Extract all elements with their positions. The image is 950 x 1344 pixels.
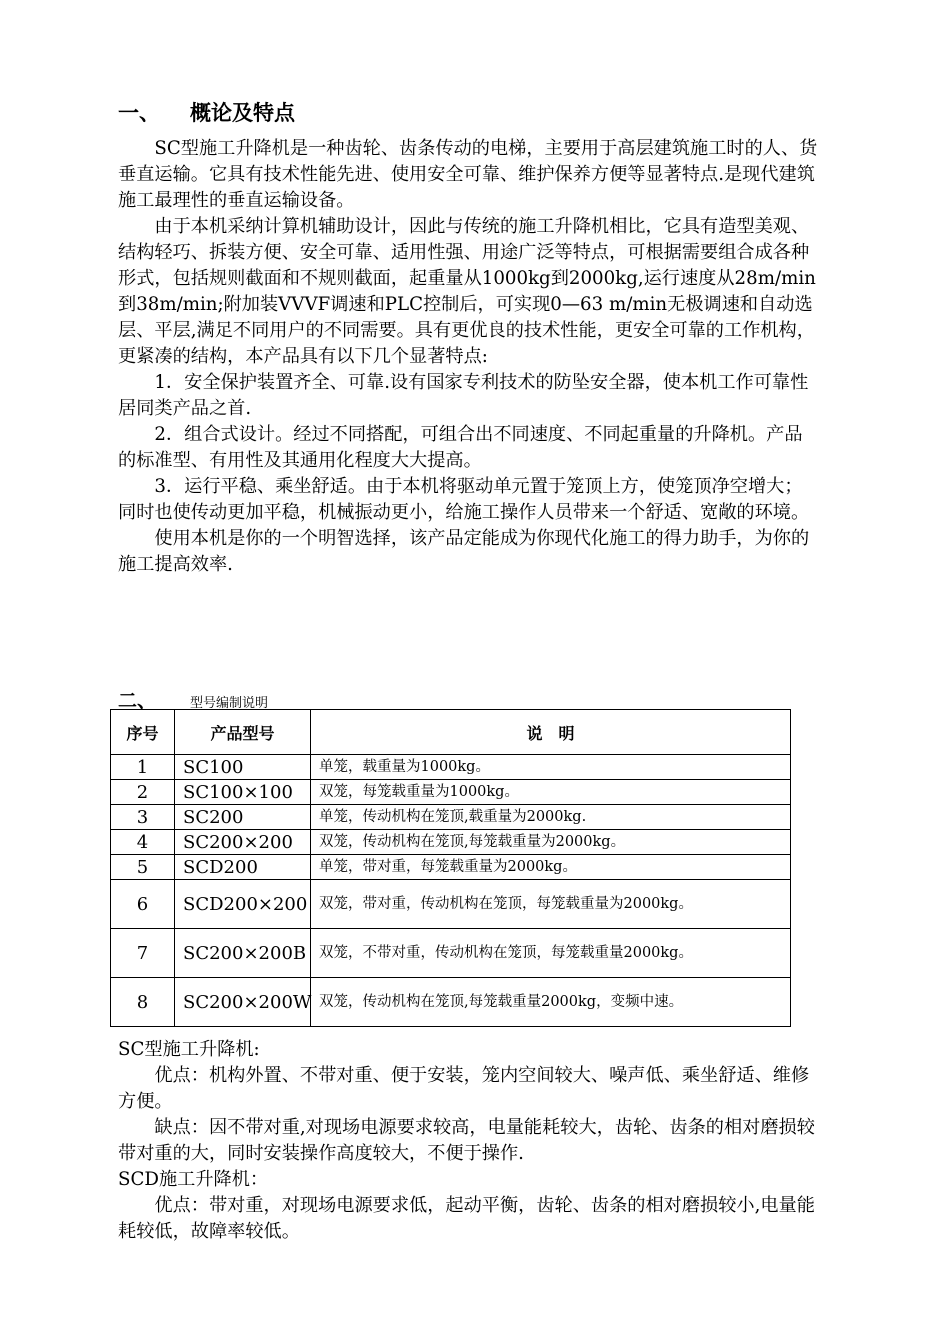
row-index: 5 [111, 855, 175, 880]
row-model: SC200×200B [175, 929, 311, 978]
section1-body [118, 136, 818, 578]
row-index: 3 [111, 805, 175, 830]
row-description: 单笼，传动机构在笼顶,载重量为2000kg. [311, 805, 791, 830]
model-table [110, 709, 791, 1027]
row-description: 双笼，传动机构在笼顶,每笼载重量为2000kg。 [311, 830, 791, 855]
table-row [111, 978, 791, 1027]
scd-pros: 优点：带对重，对现场电源要求低，起动平衡，齿轮、齿条的相对磨损较小,电量能耗较低，故障率较低。 [118, 1195, 815, 1242]
row-description: 单笼，载重量为1000kg。 [311, 755, 791, 780]
table-row [111, 780, 791, 805]
comparison-section [118, 1037, 818, 1245]
row-index: 6 [111, 880, 175, 929]
intro-paragraph: SC型施工升降机是一种齿轮、齿条传动的电梯，主要用于高层建筑施工时的人、货垂直运输。它具有技术性能先进、使用安全可靠、维护保养方便等显著特点.是现代建筑施工最理性的垂直运输设备。 [118, 138, 818, 211]
row-model: SCD200×200 [175, 880, 311, 929]
table-row [111, 855, 791, 880]
table-row [111, 880, 791, 929]
row-model: SC100×100 [175, 780, 311, 805]
sc-cons: 缺点：因不带对重,对现场电源要求较高，电量能耗较大，齿轮、齿条的相对磨损较带对重的大，同时安装操作高度较大，不便于操作. [118, 1117, 815, 1164]
row-description: 双笼，不带对重，传动机构在笼顶，每笼载重量2000kg。 [311, 929, 791, 978]
section1-title: 概论及特点 [190, 101, 295, 125]
row-description: 双笼，带对重，传动机构在笼顶，每笼载重量为2000kg。 [311, 880, 791, 929]
section2-title: 型号编制说明 [190, 696, 269, 711]
feature-1-paragraph: 1．安全保护装置齐全、可靠.设有国家专利技术的防坠安全器，使本机工作可靠性居同类产品之首. [118, 372, 809, 419]
row-index: 2 [111, 780, 175, 805]
scd-title: SCD施工升降机： [118, 1169, 269, 1190]
section2-number: 二、 [118, 690, 157, 712]
feature-3-paragraph: 3．运行平稳、乘坐舒适。由于本机将驱动单元置于笼顶上方，使笼顶净空增大；同时也使传动更加平稳，机械振动更小，给施工操作人员带来一个舒适、宽敞的环境。 [118, 476, 810, 523]
table-row [111, 805, 791, 830]
table-row [111, 755, 791, 780]
section1-number: 一、 [118, 101, 160, 125]
row-model: SCD200 [175, 855, 311, 880]
table-header-row [111, 710, 791, 755]
sc-pros: 优点：机构外置、不带对重、便于安装，笼内空间较大、噪声低、乘坐舒适、维修方便。 [118, 1065, 810, 1112]
section1-heading [118, 98, 295, 128]
header-model: 产品型号 [175, 710, 311, 755]
row-index: 4 [111, 830, 175, 855]
row-model: SC200×200W [175, 978, 311, 1027]
row-index: 1 [111, 755, 175, 780]
row-description: 双笼，传动机构在笼顶,每笼载重量2000kg，变频中速。 [311, 978, 791, 1027]
design-paragraph: 由于本机采纳计算机辅助设计，因此与传统的施工升降机相比，它具有造型美观、结构轻巧、拆装方便、安全可靠、适用性强、用途广泛等特点，可根据需要组合成各种形式，包括规则截面和不规则截面，起重量从1000kg到2000kg,运行速度从28m/min到38m/min;附加装VVVF调速和PLC控制后，可实现0—63 m/min无极调速和自动选层、平层,满足不同用户的不同需要。具有更优良的技术性能，更安全可靠的工作机构，更紧凑的结构，本产品具有以下几个显著特点: [118, 216, 816, 367]
row-description: 双笼，每笼载重量为1000kg。 [311, 780, 791, 805]
table-row [111, 929, 791, 978]
header-description: 说 明 [311, 710, 791, 755]
row-model: SC200 [175, 805, 311, 830]
row-model: SC100 [175, 755, 311, 780]
row-index: 7 [111, 929, 175, 978]
table-row [111, 830, 791, 855]
header-index: 序号 [111, 710, 175, 755]
row-index: 8 [111, 978, 175, 1027]
closing-paragraph: 使用本机是你的一个明智选择，该产品定能成为你现代化施工的得力助手，为你的施工提高效率. [118, 528, 810, 575]
row-model: SC200×200 [175, 830, 311, 855]
row-description: 单笼，带对重，每笼载重量为2000kg。 [311, 855, 791, 880]
sc-title: SC型施工升降机: [118, 1039, 260, 1060]
feature-2-paragraph: 2．组合式设计。经过不同搭配，可组合出不同速度、不同起重量的升降机。产品的标准型、有用性及其通用化程度大大提高。 [118, 424, 803, 471]
